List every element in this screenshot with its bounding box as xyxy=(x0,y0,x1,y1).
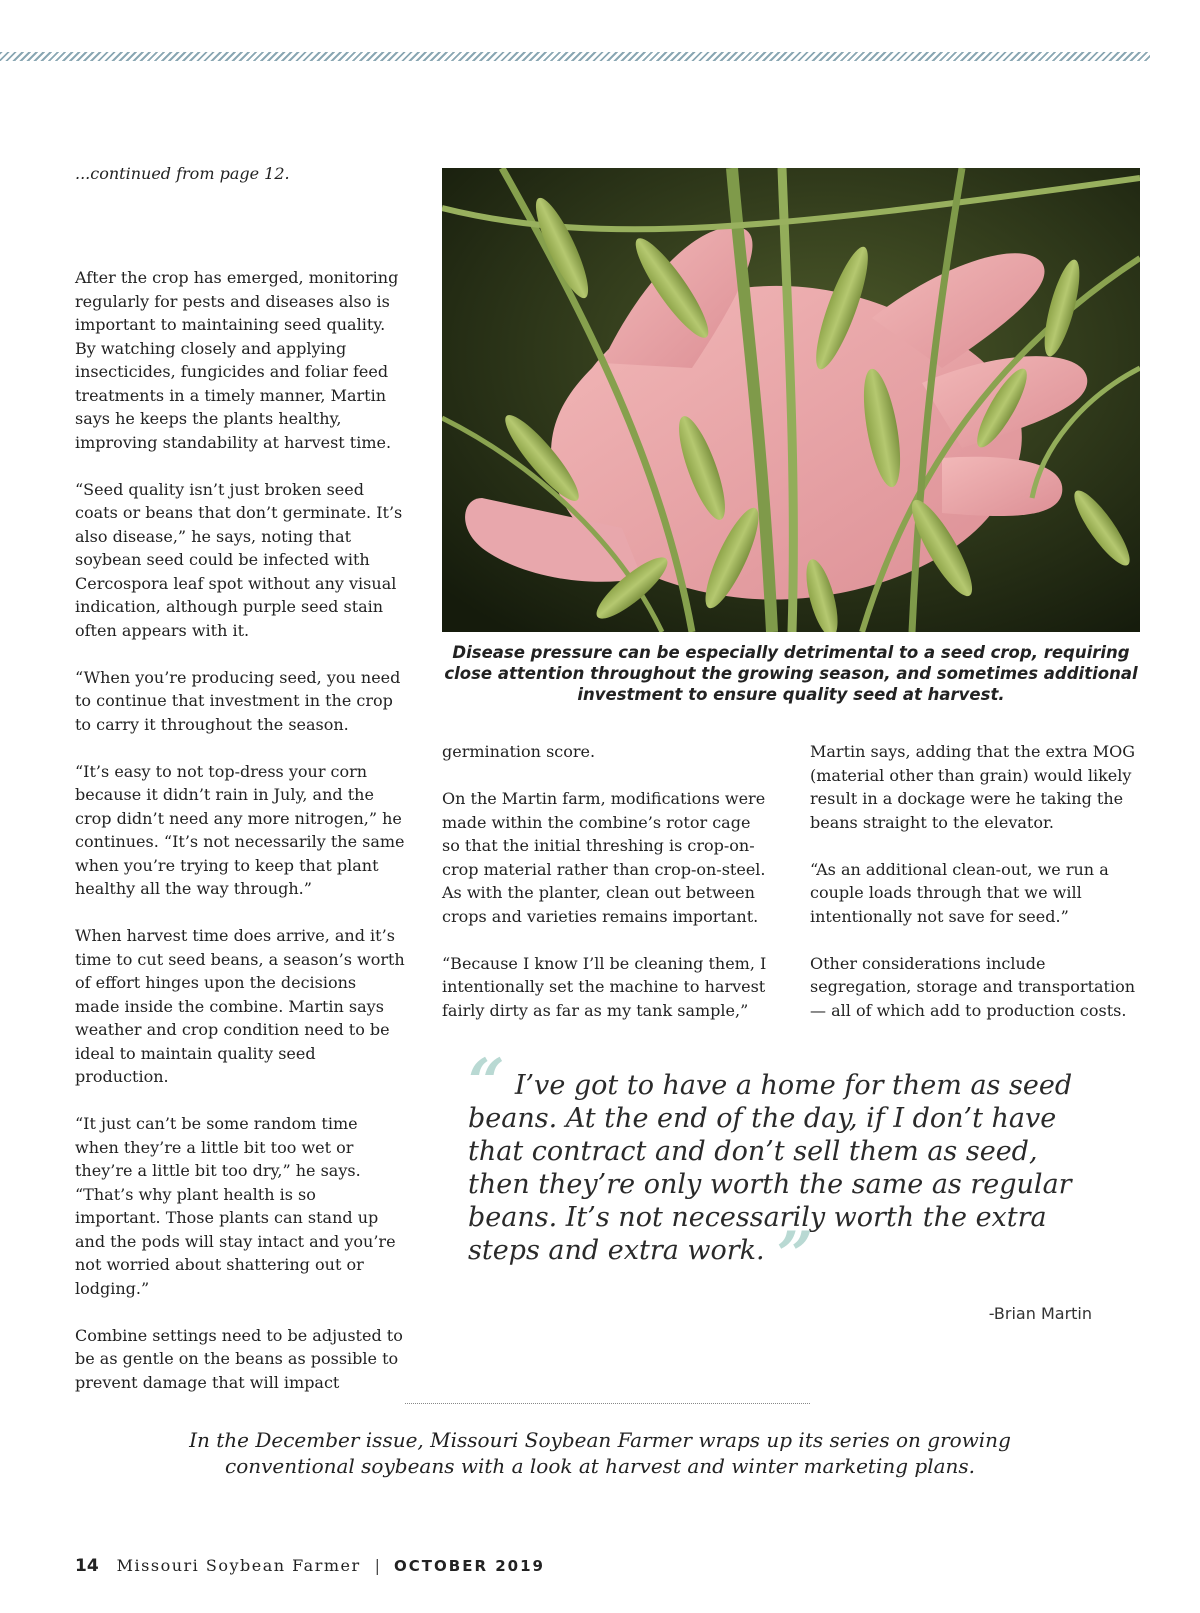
pull-quote xyxy=(468,1045,1088,1293)
paragraph: “It just can’t be some random time when they’re a little bit too wet or they’re a little bit too dry,” he says. “That’s why plant health is so important. Those plants can stand up and the pods will stay intact and you’re not worried about shattering out or lodging.” xyxy=(75,1114,396,1298)
continued-note: ...continued from page 12. xyxy=(75,164,290,183)
paragraph: “Seed quality isn’t just broken seed coats or beans that don’t germinate. It’s also disease,” he says, noting that soybean seed could be infected with Cercospora leaf spot without any visual indication, although purple seed stain often appears with it. xyxy=(75,479,403,640)
footer-separator: | xyxy=(374,1556,381,1575)
paragraph: Other considerations include segregation, storage and transportation — all of which add to production costs. xyxy=(810,953,1136,1020)
publication-name: Missouri Soybean Farmer xyxy=(116,1556,361,1575)
paragraph: “It’s easy to not top-dress your corn because it didn’t rain in July, and the crop didn’t need any more nitrogen,” he continues. “It’s not necessarily the same when you’re trying to keep that plant healthy all the way through.” xyxy=(75,761,405,898)
quote-attribution: -Brian Martin xyxy=(988,1304,1092,1323)
issue-date: OCTOBER 2019 xyxy=(394,1557,545,1575)
next-issue-teaser: In the December issue, Missouri Soybean Farmer wraps up its series on growing conventional soybeans with a look at harvest and winter marketing plans. xyxy=(189,1428,1011,1478)
soybean-pods-photo xyxy=(442,168,1140,632)
paragraph: When harvest time does arrive, and it’s time to cut seed beans, a season’s worth of effort hinges upon the decisions made inside the combine. Martin says weather and crop condition need to be ideal to maintain quality seed production. xyxy=(75,926,405,1086)
paragraph: germination score. xyxy=(442,742,596,761)
dotted-divider xyxy=(405,1403,810,1404)
left-text-column xyxy=(75,266,405,1418)
pull-quote-text: I’ve got to have a home for them as seed beans. At the end of the day, if I don’t have that contract and don’t sell them as seed, then they’re only worth the same as regular beans. It’s not necessarily worth the extra steps and extra work. xyxy=(468,1070,1073,1266)
paragraph: On the Martin farm, modifications were made within the combine’s rotor cage so that the initial threshing is crop-on-crop material rather than crop-on-steel. As with the planter, clean out between crops and varieties remains important. xyxy=(442,789,766,926)
close-quote-icon: ” xyxy=(776,1218,814,1293)
top-stripe-decoration xyxy=(0,52,1150,61)
paragraph: “Because I know I’ll be cleaning them, I intentionally set the machine to harvest fairly dirty as far as my tank sample,” xyxy=(442,953,767,1020)
right-text-column xyxy=(810,740,1140,1046)
paragraph: “As an additional clean-out, we run a couple loads through that we will intentionally not save for seed.” xyxy=(810,859,1109,926)
middle-text-column xyxy=(442,740,772,1046)
page-footer xyxy=(75,1556,545,1576)
paragraph: “When you’re producing seed, you need to continue that investment in the crop to carry it throughout the season. xyxy=(75,667,401,734)
page-number: 14 xyxy=(75,1556,99,1576)
open-quote-icon: “ xyxy=(468,1045,505,1120)
paragraph: Martin says, adding that the extra MOG (material other than grain) would likely result in a dockage were he taking the beans straight to the elevator. xyxy=(810,742,1136,832)
photo-caption: Disease pressure can be especially detrimental to a seed crop, requiring close attention throughout the growing season, and sometimes additional investment to ensure quality seed at harvest. xyxy=(444,643,1138,704)
paragraph: Combine settings need to be adjusted to be as gentle on the beans as possible to prevent damage that will impact xyxy=(75,1325,403,1392)
paragraph: After the crop has emerged, monitoring regularly for pests and diseases also is important to maintaining seed quality. By watching closely and applying insecticides, fungicides and foliar feed treatments in a timely manner, Martin says he keeps the plants healthy, improving standability at harvest time. xyxy=(75,268,399,452)
